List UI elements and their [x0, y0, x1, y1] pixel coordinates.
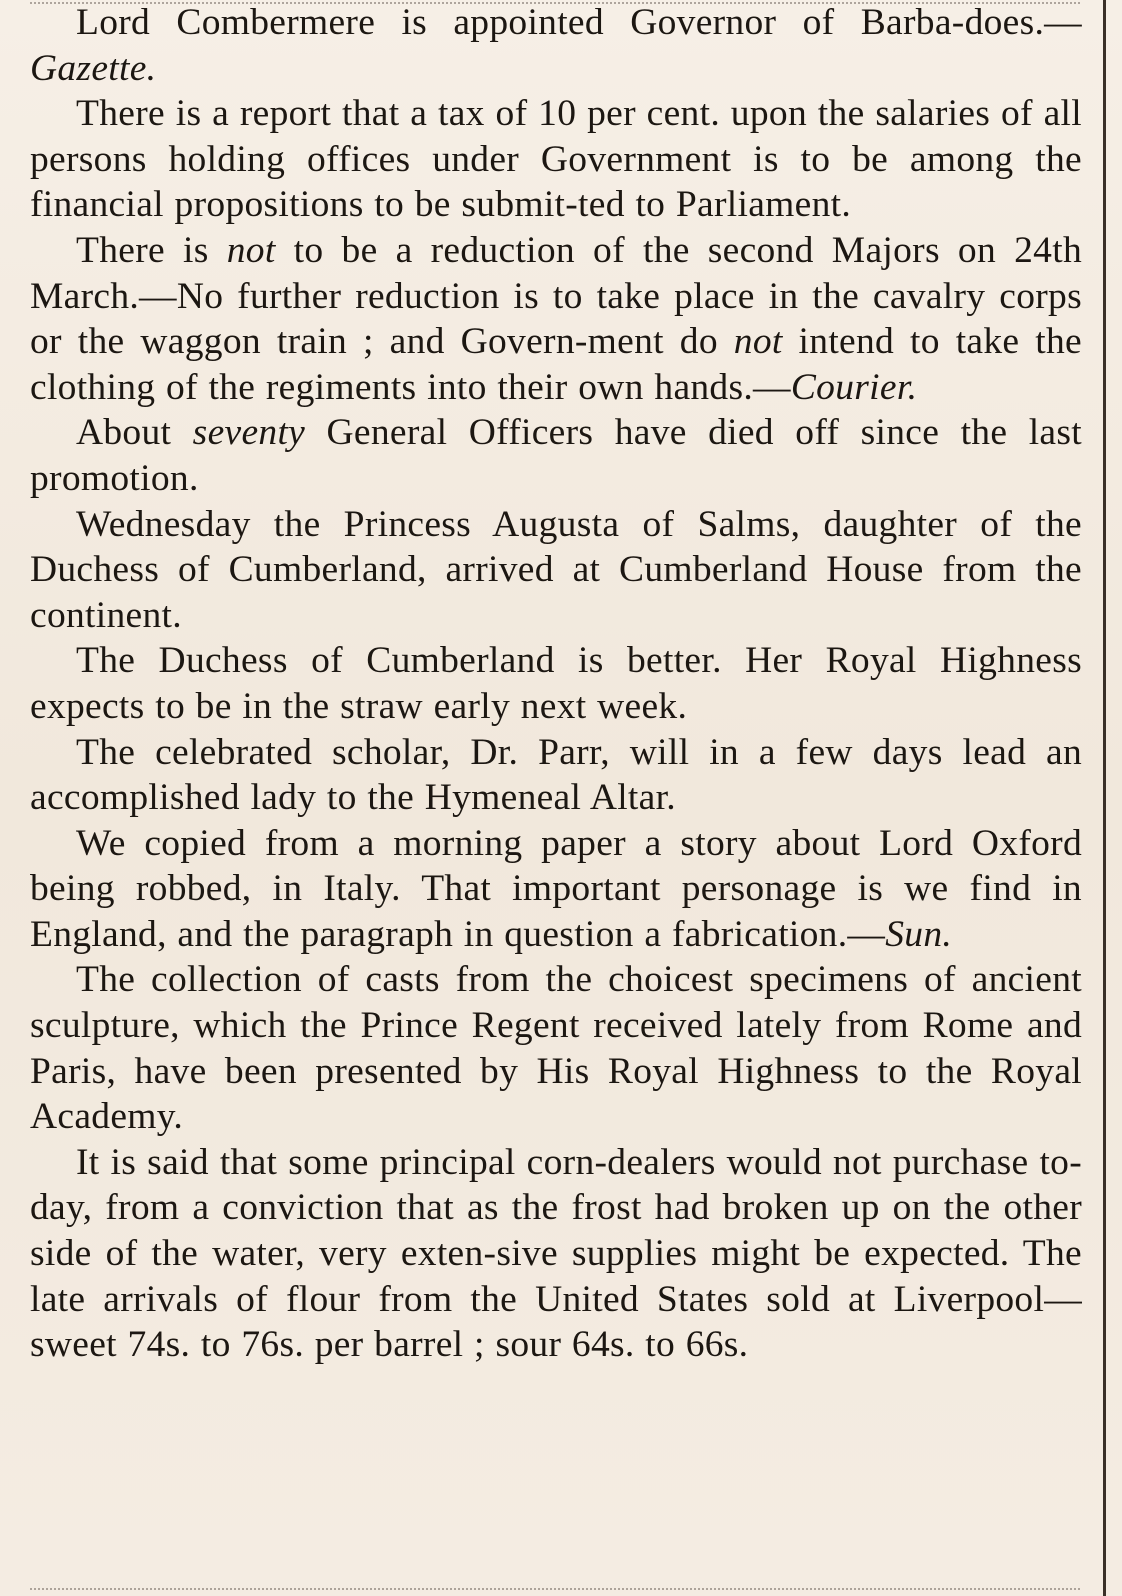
paragraph-text: There is a report that a tax of 10 per cent. upon the salaries of all persons holding offices under Government is to be among the financial propositions to be submit-ted to Parliament. — [30, 93, 1082, 226]
paragraph-text: About — [76, 412, 193, 454]
news-paragraph — [30, 730, 1082, 821]
news-paragraph — [30, 502, 1082, 639]
paragraph-text: There is — [76, 229, 227, 271]
paragraph-text: Lord Combermere is appointed Governor of Barba-does.— — [76, 2, 1082, 43]
italic-text: not — [733, 321, 783, 363]
news-column — [30, 0, 1082, 1368]
news-paragraph — [30, 1140, 1082, 1368]
cut-off-next-line — [30, 1588, 1080, 1596]
italic-text: Courier. — [790, 366, 918, 408]
news-paragraph — [30, 957, 1082, 1139]
news-paragraph — [30, 0, 1082, 91]
news-paragraph — [30, 638, 1082, 729]
paragraph-text: General Officers have died off since the last promotion. — [30, 412, 1082, 499]
paragraph-text: We copied from a morning paper a story about Lord Oxford being robbed, in Italy. That important personage is we find in England, and the paragraph in question a fabrication.— — [30, 822, 1082, 955]
paragraph-text: Wednesday the Princess Augusta of Salms, daughter of the Duchess of Cumberland, arrived at Cumberland House from the continent. — [30, 503, 1082, 636]
news-paragraph — [30, 228, 1082, 410]
news-paragraph — [30, 91, 1082, 228]
italic-text: seventy — [192, 412, 306, 454]
italic-text: Gazette. — [30, 47, 157, 89]
news-paragraph — [30, 821, 1082, 958]
italic-text: not — [226, 229, 276, 271]
paragraph-text: It is said that some principal corn-dealers would not purchase to-day, from a conviction that as the frost had broken up on the other side of the water, very exten-sive supplies might be expected. The late arrivals of flour from the United States sold at Liverpool—sweet 74s. to 76s. per barrel ; sour 64s. to 66s. — [30, 1141, 1082, 1366]
paragraph-text: The Duchess of Cumberland is better. Her Royal Highness expects to be in the straw early next week. — [30, 640, 1082, 727]
italic-text: Sun. — [885, 913, 953, 955]
paragraph-text: to be a reduction of the second Majors on 24th March.—No further reduction is to take place in the cavalry corps or the waggon train ; and Govern-ment do — [30, 229, 1082, 363]
news-paragraph — [30, 410, 1082, 501]
paragraph-text: The collection of casts from the choicest specimens of ancient sculpture, which the Prince Regent received lately from Rome and Paris, have been presented by His Royal Highness to the Royal Academy. — [30, 959, 1082, 1138]
paragraph-text: The celebrated scholar, Dr. Parr, will in a few days lead an accomplished lady to the Hymeneal Altar. — [30, 731, 1082, 819]
column-rule — [1103, 0, 1106, 1596]
paragraph-text: intend to take the clothing of the regiments into their own hands.— — [30, 321, 1082, 408]
